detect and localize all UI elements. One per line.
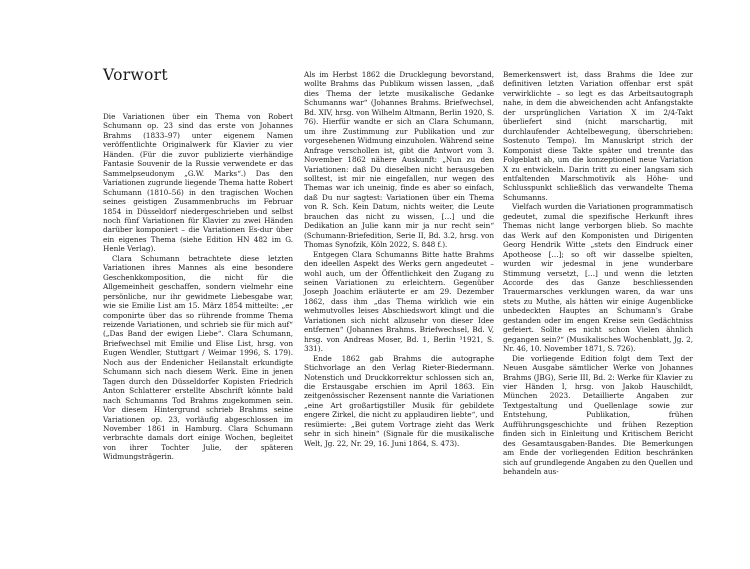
- paragraph: Als im Herbst 1862 die Drucklegung bevorstand, wollte Brahms das Publikum wissen lassen, „daß dies Thema der letzte musikalische Gedanke Schumanns war“ (Johannes Brahms. Briefwechsel, Bd. XIV, hrsg. von Wilhelm Altmann, Berlin 1920, S. 76). Hierfür wandte er sich an Clara Schumann, um ihre Zustimmung zur Publikation und zur vorgesehenen Widmung einzuholen. Während seine Anfrage verschollen ist, gibt die Antwort vom 3. November 1862 nähere Auskunft: „Nun zu den Variationen: daß Du dieselben nicht herausgeben solltest, ist mir nie eingefallen, nur wegen des Themas war ich uneinig, finde es aber so einfach, daß Du nur sagtest: Variationen über ein Thema von R. Sch. Kein Datum, nichts weiter, die Leute brauchen das nicht zu wissen, […] und die Dedikation an Julie kann mir ja nur recht sein“ (Schumann-Briefedition, Serie II, Bd. 3.2, hrsg. von Thomas Synofzik, Köln 2022, S. 848 f.).: [304, 70, 494, 250]
- paragraph: Vielfach wurden die Variationen programmatisch gedeutet, zumal die spezifische Herkunft ihres Themas nicht lange verborgen blieb. So machte das Werk auf den Komponisten und Dirigenten Georg Hendrik Witte „stets den Eindruck einer Apotheose […]; so oft wir dasselbe spielten, wurden wir jedesmal in jene wunderbare Stimmung versetzt, […] und wenn die letzten Accorde des das Ganze beschliessenden Trauermarsches verklungen waren, da war uns stets zu Muthe, als hätten wir einige Augenblicke unbedeckten Hauptes an Schumann’s Grabe gestanden oder im engen Kreise sein Gedächtniss gefeiert. Sollte es nicht schon Vielen ähnlich gegangen sein?“ (Musikalisches Wochenblatt, Jg. 2, Nr. 46, 10. November 1871, S. 726).: [503, 202, 693, 354]
- paragraph: Die Variationen über ein Thema von Robert Schumann op. 23 sind das erste von Johannes Brahms (1833–97) unter eigenem Namen veröffentlichte Originalwerk für Klavier zu vier Händen. (Für die zuvor publizierte vierhändige Fantasie Souvenir de la Russie verwendete er das Sammelpseudonym „G.W. Marks“.) Das den Variationen zugrunde liegende Thema hatte Robert Schumann (1810–56) in den tragischen Wochen seines geistigen Zusammenbruchs im Februar 1854 in Düsseldorf niedergeschrieben und selbst noch fünf Variationen für Klavier zu zwei Händen darüber komponiert – die Variationen Es-dur über ein eigenes Thema (siehe Edition HN 482 im G. Henle Verlag).: [103, 112, 293, 254]
- paragraph: Entgegen Clara Schumanns Bitte hatte Brahms den ideellen Aspekt des Werks gern angedeutet – wohl auch, um der Öffentlichkeit den Zugang zu seinen Variationen zu erleichtern. Gegenüber Joseph Joachim erläuterte er am 29. Dezember 1862, dass ihm „das Thema wirklich wie ein wehmutvolles leises Abschiedswort klingt und die Variationen sich nicht allzusehr von dieser Idee entfernen“ (Johannes Brahms. Briefwechsel, Bd. V, hrsg. von Andreas Moser, Bd. 1, Berlin ³1921, S. 331).: [304, 249, 494, 354]
- page-title: Vorwort: [103, 66, 168, 84]
- paragraph: Ende 1862 gab Brahms die autographe Stichvorlage an den Verlag Rieter-Biedermann. Notenstich und Druckkorrektur schlossen sich an, die Erstausgabe erschien im April 1863. Ein zeitgenössischer Rezensent nannte die Variationen „eine Art großartigstiller Musik für gebildete engere Zirkel, die nicht zu applaudiren liebte“, und resümierte: „Bei gutem Vortrage zieht das Werk sehr in sich hinein“ (Signale für die musikalische Welt, Jg. 22, Nr. 29, 16. Juni 1864, S. 473).: [304, 353, 494, 448]
- paragraph: Clara Schumann betrachtete diese letzten Variationen ihres Mannes als eine besondere Geschenkkomposition, die nicht für die Allgemeinheit geschaffen, sondern vielmehr eine persönliche, nur ihr gewidmete Liebesgabe war, wie sie Emilie List am 15. März 1854 mitteilte: „er componirte über das so rührende fromme Thema reizende Variationen, und schrieb sie für mich auf“ („Das Band der ewigen Liebe“. Clara Schumann, Briefwechsel mit Emilie und Elise List, hrsg. von Eugen Wendler, Stuttgart / Weimar 1996, S. 179). Noch aus der Endenicher Heilanstalt erkundigte Schumann sich nach diesem Werk. Eine in jenen Tagen durch den Düsseldorfer Kopisten Friedrich Anton Schlatterer erstellte Abschrift könnte bald nach Schumanns Tod Brahms zugekommen sein. Vor diesem Hintergrund schrieb Brahms seine Variationen op. 23, vorläufig abgeschlossen im November 1861 in Hamburg. Clara Schumann verbrachte damals dort einige Wochen, begleitet von ihrer Tochter Julie, der späteren Widmungsträgerin.: [103, 253, 293, 462]
- text-column-3: [503, 70, 693, 476]
- paragraph: Bemerkenswert ist, dass Brahms die Idee zur definitiven letzten Variation offenbar erst spät verwirklichte – so legt es das Arbeitsautograph nahe, in dem die abweichenden acht Anfangstakte der ursprünglichen Variation X im 2/4-Takt überliefert sind (nicht marschartig, mit durchlaufender Achtelbewegung, überschrieben: Sostenuto Tempo). Im Manuskript strich der Komponist diese Takte später und trennte das Folgeblatt ab, um die konzeptionell neue Variation X zu entwickeln. Darin tritt zu einer langsam sich entfaltenden Marschmotivik als Höhe- und Schlusspunkt schließlich das verwandelte Thema Schumanns.: [503, 70, 693, 202]
- text-column-2: [304, 70, 494, 448]
- paragraph: Die vorliegende Edition folgt dem Text der Neuen Ausgabe sämtlicher Werke von Johannes Brahms (JBG), Serie III, Bd. 2: Werke für Klavier zu vier Händen I, hrsg. von Jakob Hauschildt, München 2023. Detaillierte Angaben zur Textgestaltung und Quellenlage sowie zur Entstehung, Publikation, frühen Aufführungsgeschichte und frühen Rezeption finden sich in Einleitung und Kritischem Bericht des Gesamtausgaben-Bandes. Die Bemerkungen am Ende der vorliegenden Edition beschränken sich auf grundlegende Angaben zu den Quellen und behandeln aus-: [503, 353, 693, 477]
- text-column-1: [103, 112, 293, 462]
